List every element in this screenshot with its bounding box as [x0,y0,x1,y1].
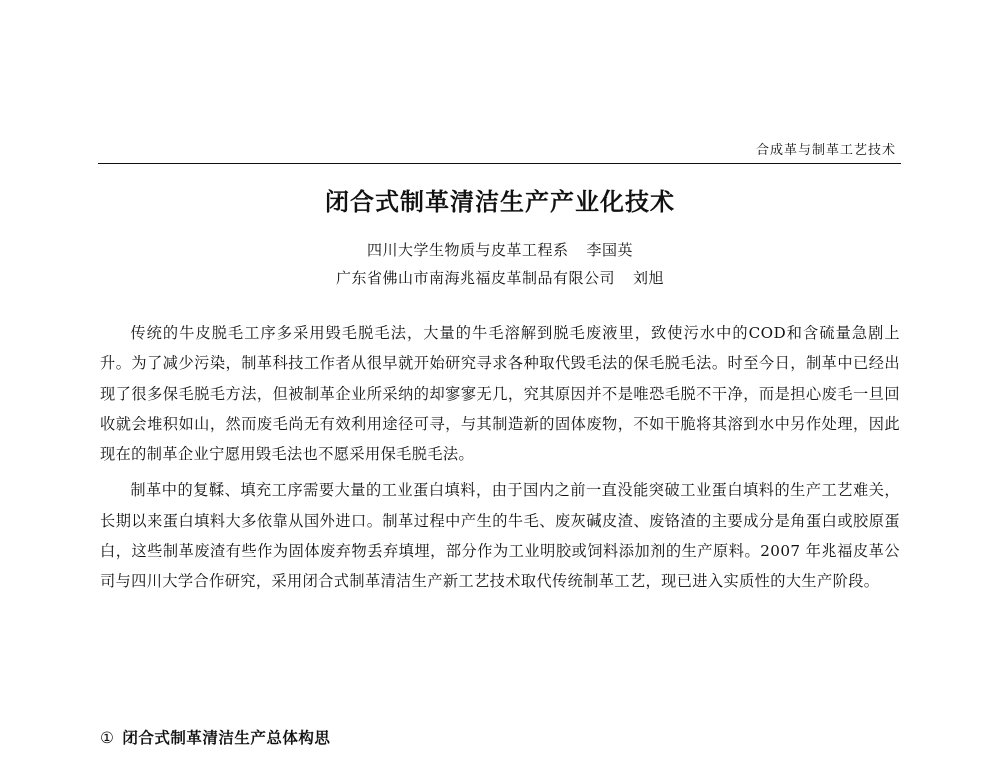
author-line-1 [0,239,1000,260]
header-rule [98,163,901,164]
author-name: 刘旭 [633,269,665,287]
paragraph: 制革中的复鞣、填充工序需要大量的工业蛋白填料，由于国内之前一直没能突破工业蛋白填料的生产工艺难关，长期以来蛋白填料大多依靠从国外进口。制革过程中产生的牛毛、废灰碱皮渣、废铬渣的主要成分是角蛋白或胶原蛋白，这些制革废渣有些作为固体废弃物丢弃填埋，部分作为工业明胶或饲料添加剂的生产原料。2007 年兆福皮革公司与四川大学合作研究，采用闭合式制革清洁生产新工艺技术取代传统制革工艺，现已进入实质性的大生产阶段。 [100,481,900,591]
section-heading-text: 闭合式制革清洁生产总体构思 [122,728,331,747]
author-name: 李国英 [586,241,634,259]
body-text [100,318,900,597]
running-head: 合成革与制革工艺技术 [755,143,896,158]
author-affiliation: 四川大学生物质与皮革工程系 [366,241,569,259]
author-affiliation: 广东省佛山市南海兆福皮革制品有限公司 [335,269,615,287]
paragraph: 传统的牛皮脱毛工序多采用毁毛脱毛法，大量的牛毛溶解到脱毛废液里，致使污水中的COD和含硫量急剧上升。为了减少污染，制革科技工作者从很早就开始研究寻求各种取代毁毛法的保毛脱毛法。时至今日，制革中已经出现了很多保毛脱毛方法，但被制革企业所采纳的却寥寥无几，究其原因并不是唯恐毛脱不干净，而是担心废毛一旦回收就会堆积如山，然而废毛尚无有效利用途径可寻，与其制造新的固体废物，不如干脆将其溶到水中另作处理，因此现在的制革企业宁愿用毁毛法也不愿采用保毛脱毛法。 [100,324,900,464]
paper-title: 闭合式制革清洁生产产业化技术 [325,187,675,216]
author-line-2 [0,267,1000,288]
section-number: ① [100,729,115,747]
section-heading [100,726,330,748]
